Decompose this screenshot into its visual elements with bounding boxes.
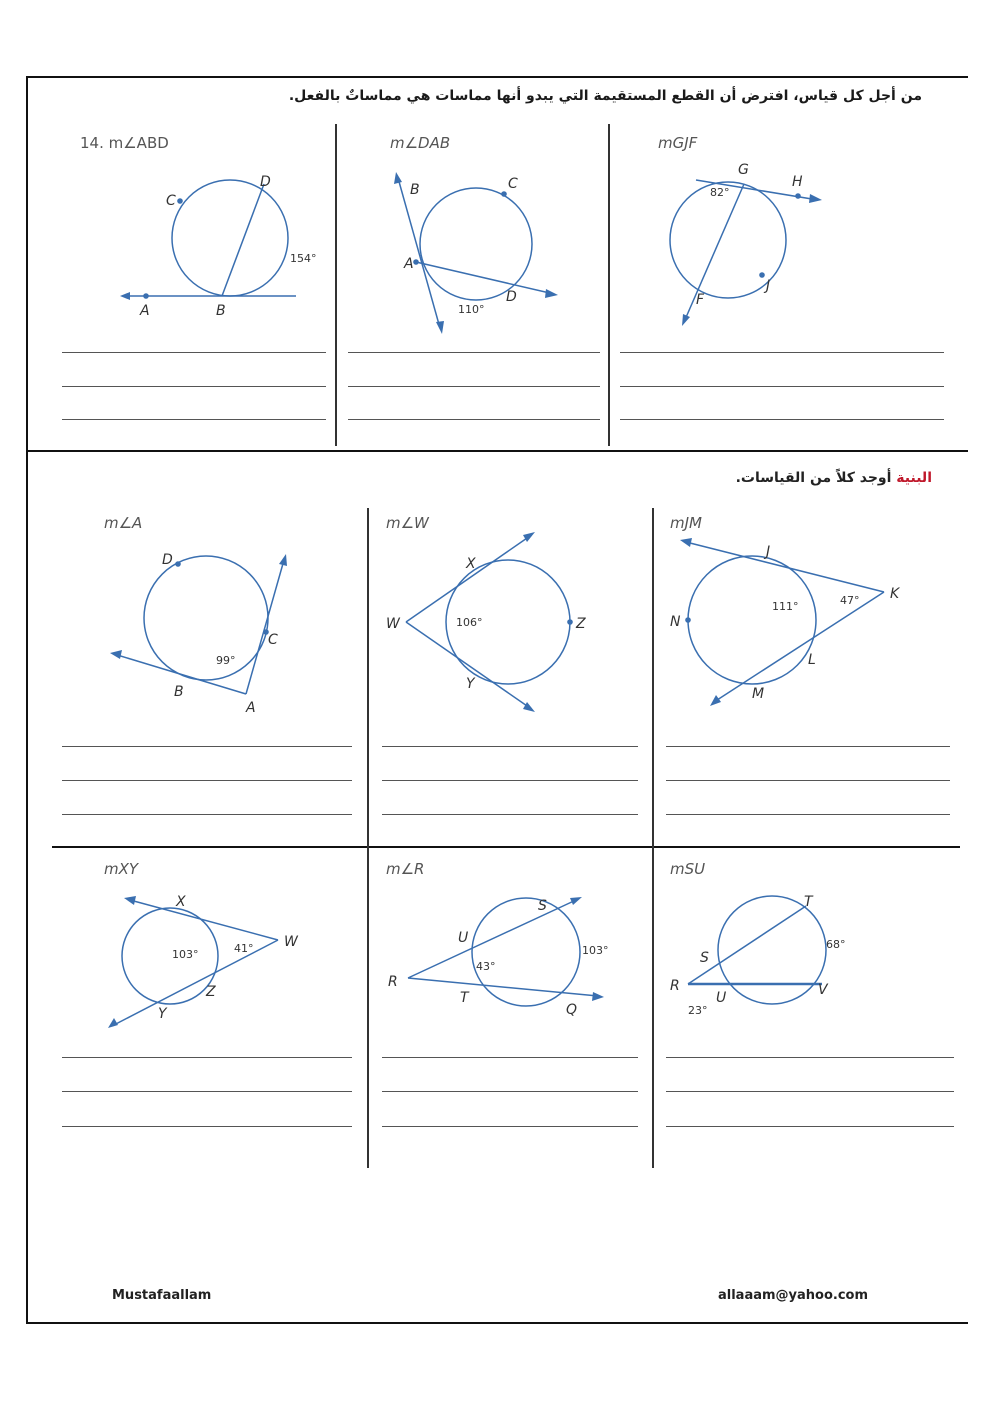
point xyxy=(501,191,507,197)
answer-line[interactable] xyxy=(666,746,950,747)
point-label: D xyxy=(162,552,173,568)
point-label: N xyxy=(670,614,681,630)
answer-line[interactable] xyxy=(666,814,950,815)
point-label: A xyxy=(140,303,150,319)
angle-label: 41° xyxy=(234,942,254,955)
problem-prompt: m∠DAB xyxy=(390,134,451,152)
angle-label: 23° xyxy=(688,1004,708,1017)
problem-prompt: m∠A xyxy=(104,514,143,532)
circle-figure xyxy=(668,530,918,710)
angle-label: 47° xyxy=(840,594,860,607)
circle-figure xyxy=(110,170,340,320)
top-border xyxy=(26,76,968,78)
answer-line[interactable] xyxy=(382,1126,638,1127)
point-label: Y xyxy=(158,1006,167,1022)
answer-line[interactable] xyxy=(382,780,638,781)
point xyxy=(795,193,801,199)
arrowhead xyxy=(682,314,690,326)
answer-line[interactable] xyxy=(382,814,638,815)
answer-line[interactable] xyxy=(382,746,638,747)
point-label: G xyxy=(738,162,749,178)
problem-prompt: m∠W xyxy=(386,514,429,532)
circle xyxy=(420,188,532,300)
point-label: H xyxy=(792,174,803,190)
point-label: W xyxy=(284,934,298,950)
point-label: K xyxy=(890,586,900,602)
point xyxy=(143,293,149,299)
answer-line[interactable] xyxy=(666,780,950,781)
answer-line[interactable] xyxy=(62,746,352,747)
point xyxy=(413,259,419,265)
angle-label: 103° xyxy=(172,948,199,961)
footer-email: allaaam@yahoo.com xyxy=(718,1288,869,1303)
row-divider xyxy=(52,846,960,848)
angle-label: 43° xyxy=(476,960,496,973)
tangent-line xyxy=(398,178,440,328)
chord xyxy=(684,184,744,322)
problem-prompt: mXY xyxy=(104,860,139,878)
problem-prompt: m∠R xyxy=(386,860,425,878)
problem-prompt: mJM xyxy=(670,514,702,532)
angle-label: 99° xyxy=(216,654,236,667)
point-label: L xyxy=(808,652,816,668)
point-label: S xyxy=(538,898,547,914)
angle-label: 106° xyxy=(456,616,483,629)
point-label: R xyxy=(670,978,680,994)
problem-prompt: 14. m∠ABD xyxy=(80,134,169,152)
answer-line[interactable] xyxy=(62,1091,352,1092)
problem-prompt: mSU xyxy=(670,860,706,878)
instruction-keyword: البنية xyxy=(896,470,932,486)
secant-line xyxy=(408,978,598,996)
arrowhead xyxy=(394,172,402,184)
circle-figure xyxy=(656,160,836,330)
answer-line[interactable] xyxy=(348,419,600,420)
point-label: A xyxy=(246,700,256,716)
instruction-text: أوجد كلاً من القياسات. xyxy=(735,470,897,486)
point-label: C xyxy=(508,176,518,192)
point-label: Z xyxy=(206,984,216,1000)
arrowhead xyxy=(545,289,558,298)
answer-line[interactable] xyxy=(666,1091,954,1092)
point xyxy=(685,617,691,623)
answer-line[interactable] xyxy=(620,386,944,387)
point-label: S xyxy=(700,950,709,966)
tangent-line xyxy=(406,536,530,622)
point-label: Y xyxy=(466,676,475,692)
secant-line xyxy=(688,906,806,984)
angle-label: 154° xyxy=(290,252,317,265)
tangent-line xyxy=(130,900,278,940)
circle-figure xyxy=(100,546,310,721)
angle-label: 110° xyxy=(458,303,485,316)
angle-label: 68° xyxy=(826,938,846,951)
answer-line[interactable] xyxy=(620,352,944,353)
section2-instruction xyxy=(736,470,932,486)
arrowhead xyxy=(120,292,130,300)
point-label: B xyxy=(216,303,226,319)
point-label: R xyxy=(388,974,398,990)
bottom-border xyxy=(26,1322,968,1324)
circle xyxy=(144,556,268,680)
point-label: T xyxy=(460,990,469,1006)
circle-figure xyxy=(100,890,320,1040)
answer-line[interactable] xyxy=(62,386,326,387)
answer-line[interactable] xyxy=(62,780,352,781)
arrowhead xyxy=(124,896,136,905)
arrowhead xyxy=(809,194,822,203)
point-label: J xyxy=(766,278,771,294)
angle-label: 103° xyxy=(582,944,609,957)
answer-line[interactable] xyxy=(62,814,352,815)
column-divider xyxy=(367,508,369,1168)
point-label: V xyxy=(818,982,828,998)
point-label: A xyxy=(404,256,414,272)
point-label: B xyxy=(174,684,184,700)
answer-line[interactable] xyxy=(62,1057,352,1058)
secant-line xyxy=(416,262,554,294)
point-label: B xyxy=(410,182,420,198)
answer-line[interactable] xyxy=(382,1091,638,1092)
answer-line[interactable] xyxy=(382,1057,638,1058)
point-label: M xyxy=(752,686,765,702)
arrowhead xyxy=(436,321,444,334)
circle-figure xyxy=(668,886,908,1026)
circle xyxy=(718,896,826,1004)
point-label: J xyxy=(766,544,771,560)
point xyxy=(175,561,181,567)
answer-line[interactable] xyxy=(348,352,600,353)
circle xyxy=(172,180,288,296)
chord xyxy=(222,184,264,296)
left-border xyxy=(26,76,28,1324)
point-label: U xyxy=(716,990,727,1006)
circle-figure xyxy=(380,168,570,338)
point-label: Q xyxy=(566,1002,578,1018)
angle-label: 111° xyxy=(772,600,799,613)
point-label: D xyxy=(260,174,271,190)
answer-line[interactable] xyxy=(666,1126,954,1127)
point-label: T xyxy=(804,894,813,910)
arrowhead xyxy=(710,695,721,706)
answer-line[interactable] xyxy=(62,419,326,420)
arrowhead xyxy=(279,554,287,566)
circle-figure xyxy=(384,890,624,1030)
point-label: X xyxy=(466,556,476,572)
arrowhead xyxy=(570,897,582,905)
secant-line xyxy=(714,592,884,702)
footer-author: Mustafaallam xyxy=(112,1288,212,1303)
section-divider xyxy=(26,450,968,452)
column-divider xyxy=(608,124,610,446)
point-label: C xyxy=(268,632,278,648)
answer-line[interactable] xyxy=(620,419,944,420)
circle xyxy=(688,556,816,684)
point xyxy=(759,272,765,278)
point-label: F xyxy=(696,292,705,308)
arrowhead xyxy=(680,538,692,547)
column-divider xyxy=(652,508,654,1168)
circle xyxy=(122,908,218,1004)
answer-line[interactable] xyxy=(62,352,326,353)
point-label: U xyxy=(458,930,469,946)
section1-instruction: من أجل كل قياس، افترض أن القطع المستقيمة التي يبدو أنها مماسات هي مماساتٌ بالفعل. xyxy=(288,88,922,104)
angle-label: 82° xyxy=(710,186,730,199)
point-label: X xyxy=(176,894,186,910)
arrowhead xyxy=(592,992,604,1001)
point-label: W xyxy=(386,616,400,632)
answer-line[interactable] xyxy=(666,1057,954,1058)
point-label: D xyxy=(506,289,517,305)
answer-line[interactable] xyxy=(348,386,600,387)
circle-figure xyxy=(380,526,610,716)
answer-line[interactable] xyxy=(62,1126,352,1127)
point xyxy=(177,198,183,204)
arrowhead xyxy=(108,1018,118,1028)
point-label: Z xyxy=(576,616,586,632)
arrowhead xyxy=(110,650,122,659)
tangent-line xyxy=(246,560,284,694)
problem-prompt: mGJF xyxy=(658,134,698,152)
tangent-line xyxy=(406,622,530,708)
point-label: C xyxy=(166,193,176,209)
point xyxy=(567,619,573,625)
